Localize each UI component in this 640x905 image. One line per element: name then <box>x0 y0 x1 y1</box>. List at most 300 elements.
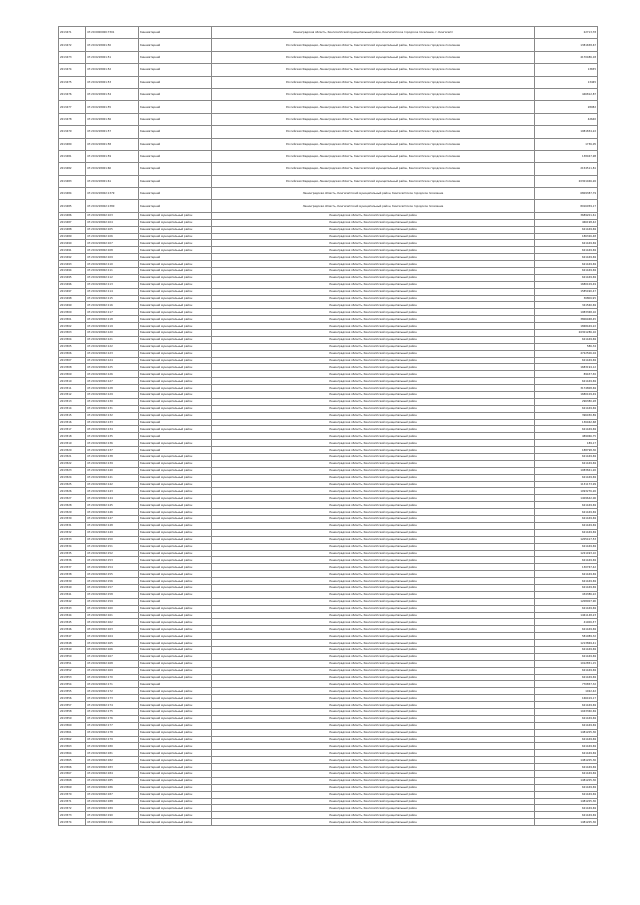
cell-address: Ленинградская область, Кингисеппский муниципальный район <box>212 736 535 743</box>
cell-number: 2013508 <box>59 364 86 371</box>
cell-number: 2013499 <box>59 302 86 309</box>
table-row <box>59 805 598 812</box>
cell-number: 2013568 <box>59 777 86 784</box>
cell-number: 2013534 <box>59 543 86 550</box>
table-row <box>59 288 598 295</box>
cell-number: 2013492 <box>59 254 86 261</box>
table-row <box>59 357 598 364</box>
cell-sum: 1205417,53 <box>535 536 598 543</box>
cell-cadastral: 47:20:0218002:154 <box>86 564 139 571</box>
cell-sum: 621449,69 <box>535 605 598 612</box>
table-row <box>59 591 598 598</box>
cell-number: 2013541 <box>59 591 86 598</box>
cell-sum: 621449,69 <box>535 557 598 564</box>
cell-sum: 621449,69 <box>535 646 598 653</box>
cell-kind: Кинематерний муниципальный район <box>139 571 212 578</box>
table-row <box>59 350 598 357</box>
table-row <box>59 274 598 281</box>
cell-cadastral: 47:20:0218002:182 <box>86 757 139 764</box>
cell-kind: Кинематерний муниципальный район <box>139 695 212 702</box>
cell-kind: Кинематерний муниципальный район <box>139 660 212 667</box>
cell-kind: Кинематерний <box>139 598 212 605</box>
cell-sum: 138047,98 <box>535 150 598 162</box>
cell-cadastral: 47:20:0218001:52 <box>86 64 139 76</box>
cell-sum: 1680109,49 <box>535 392 598 399</box>
table-row <box>59 736 598 743</box>
cell-sum: 621449,69 <box>535 667 598 674</box>
cell-cadastral: 47:20:0218002:164 <box>86 633 139 640</box>
cell-address: Ленинградская область, Кингисеппский муниципальный район <box>212 309 535 316</box>
cell-address: Ленинградская область, Кингисеппский муниципальный район <box>212 398 535 405</box>
cell-number: 2013554 <box>59 681 86 688</box>
table-row <box>59 76 598 88</box>
table-row <box>59 138 598 150</box>
cell-cadastral: 47:20:0218002:117 <box>86 309 139 316</box>
cell-cadastral: 47:20:0218001:59 <box>86 150 139 162</box>
cell-cadastral: 47:20:0218002:111 <box>86 267 139 274</box>
table-row <box>59 743 598 750</box>
cell-number: 2013535 <box>59 550 86 557</box>
cell-address: Ленинградская область, Кингисеппский муниципальный район <box>212 695 535 702</box>
cell-cadastral: 47:20:0218002:162 <box>86 619 139 626</box>
cell-number: 2013488 <box>59 226 86 233</box>
table-row <box>59 681 598 688</box>
cell-cadastral: 47:20:0218002:191 <box>86 819 139 826</box>
cell-address: Ленинградская область, Кингисеппский муниципальный район <box>212 323 535 330</box>
cell-kind: Кинематерний муниципальный район <box>139 502 212 509</box>
cell-address: Ленинградская область, Кингисеппский муниципальный район <box>212 412 535 419</box>
cell-address: Ленинградская область, Кингисеппский муниципальный район <box>212 405 535 412</box>
cell-number: 2013494 <box>59 267 86 274</box>
cell-kind: Кинематерний муниципальный район <box>139 729 212 736</box>
cell-kind: Кинематерний муниципальный район <box>139 708 212 715</box>
cell-sum: 41926,37 <box>535 619 598 626</box>
cell-address: Ленинградская область, Кингисеппский муниципальный район, Кингисеппское городское поселение, г. Кингисепп <box>212 27 535 39</box>
cell-kind: Кинематерний муниципальный район <box>139 226 212 233</box>
table-row <box>59 729 598 736</box>
cell-number: 2013504 <box>59 336 86 343</box>
table-row <box>59 51 598 63</box>
cell-number: 2013503 <box>59 330 86 337</box>
cell-address: Ленинградская область, Кингисеппский муниципальный район <box>212 633 535 640</box>
cell-address: Российская Федерация, Ленинградская область, Кингисеппский муниципальный район, Кингисеппское городское поселение <box>212 126 535 138</box>
cell-number: 2013558 <box>59 708 86 715</box>
cell-cadastral: 47:20:0218002:172 <box>86 688 139 695</box>
cell-kind: Кинематерний муниципальный район <box>139 392 212 399</box>
cell-number: 2013507 <box>59 357 86 364</box>
table-row <box>59 771 598 778</box>
cell-kind: Кинематерний муниципальный район <box>139 454 212 461</box>
cell-cadastral: 47:20:0218002:179 <box>86 736 139 743</box>
cell-address: Российская Федерация, Ленинградская область, Кингисеппский муниципальный район, Кингисеппское городское поселение <box>212 138 535 150</box>
cell-address: Российская Федерация, Ленинградская область, Кингисеппский муниципальный район, Кингисеппское городское поселение <box>212 113 535 125</box>
cell-address: Ленинградская область, Кингисеппский муниципальный район <box>212 240 535 247</box>
cell-sum: 621449,69 <box>535 240 598 247</box>
cell-kind: Кинематерний муниципальный район <box>139 240 212 247</box>
cell-address: Ленинградская область, Кингисеппский муниципальный район <box>212 488 535 495</box>
table-row <box>59 309 598 316</box>
cell-cadastral: 47:20:0218002:146 <box>86 509 139 516</box>
cell-sum: 1131173,99 <box>535 481 598 488</box>
cell-sum: 22713,78 <box>535 27 598 39</box>
cell-cadastral: 47:20:0000000:7301 <box>86 27 139 39</box>
cell-cadastral: 47:20:0218002:127 <box>86 378 139 385</box>
cell-kind: Кинематерний муниципальный район <box>139 412 212 419</box>
cell-sum: 770857,32 <box>535 681 598 688</box>
cell-address: Ленинградская область, Кингисеппский муниципальный район <box>212 295 535 302</box>
cell-number: 2013544 <box>59 612 86 619</box>
cell-address: Ленинградская область, Кингисеппский муниципальный район <box>212 729 535 736</box>
cell-number: 2013559 <box>59 715 86 722</box>
cell-cadastral: 47:20:0218002:155 <box>86 571 139 578</box>
cell-sum: 1208007,90 <box>535 598 598 605</box>
table-row <box>59 688 598 695</box>
cell-address: Российская Федерация, Ленинградская область, Кингисеппский муниципальный район, Кингисеппское городское поселение <box>212 163 535 175</box>
cell-kind: Кинематерний муниципальный район <box>139 405 212 412</box>
cell-address: Ленинградская область, Кингисеппский муниципальный район <box>212 357 535 364</box>
table-row <box>59 495 598 502</box>
cell-number: 2013505 <box>59 343 86 350</box>
cell-sum: 4722506,04 <box>535 350 598 357</box>
cell-address: Российская Федерация, Ленинградская область, Кингисеппский муниципальный район, Кингисеппское городское поселение <box>212 88 535 100</box>
cell-sum: 130767,42 <box>535 564 598 571</box>
table-row <box>59 398 598 405</box>
cell-kind: Кинематерний <box>139 175 212 187</box>
cell-address: Ленинградская область, Кингисеппский муниципальный район <box>212 743 535 750</box>
cell-address: Ленинградская область, Кингисеппский муниципальный район <box>212 771 535 778</box>
table-row <box>59 695 598 702</box>
cell-kind: Кинематерний муниципальный район <box>139 385 212 392</box>
cell-address: Ленинградская область, Кингисеппский муниципальный район <box>212 233 535 240</box>
table-row <box>59 419 598 426</box>
cell-number: 2013490 <box>59 240 86 247</box>
cell-number: 2013481 <box>59 150 86 162</box>
cell-kind: Кинематерний муниципальный район <box>139 619 212 626</box>
table-row <box>59 219 598 226</box>
cell-address: Ленинградская область, Кингисеппский муниципальный район <box>212 591 535 598</box>
cell-sum: 1381658,67 <box>535 39 598 51</box>
cell-number: 2013524 <box>59 474 86 481</box>
table-row <box>59 233 598 240</box>
cell-address: Ленинградская область, Кингисеппский муниципальный район <box>212 660 535 667</box>
cell-number: 2013513 <box>59 398 86 405</box>
cell-address: Ленинградская область, Кингисеппский муниципальный район <box>212 536 535 543</box>
cell-sum: 1481205,36 <box>535 798 598 805</box>
table-row <box>59 302 598 309</box>
table-row <box>59 819 598 826</box>
cell-number: 2013560 <box>59 722 86 729</box>
cell-cadastral: 47:20:0218002:120 <box>86 330 139 337</box>
table-row <box>59 188 598 200</box>
cell-cadastral: 47:20:0218002:121 <box>86 336 139 343</box>
table-row <box>59 330 598 337</box>
cell-cadastral: 47:20:0218002:132 <box>86 412 139 419</box>
cell-sum: 621449,69 <box>535 812 598 819</box>
cell-kind: Кинематерний муниципальный район <box>139 219 212 226</box>
cell-number: 2013556 <box>59 695 86 702</box>
cell-address: Ленинградская область, Кингисеппский муниципальный район <box>212 343 535 350</box>
cell-number: 2013489 <box>59 233 86 240</box>
cell-cadastral: 47:20:0218002:177 <box>86 722 139 729</box>
cell-kind: Кинематерний <box>139 64 212 76</box>
cell-sum: 13465 <box>535 76 598 88</box>
cell-sum: 26301286,16 <box>535 330 598 337</box>
cell-number: 2013525 <box>59 481 86 488</box>
cell-number: 2013547 <box>59 633 86 640</box>
cell-address: Ленинградская область, Кингисеппский муниципальный район <box>212 646 535 653</box>
table-row <box>59 247 598 254</box>
cell-cadastral: 47:20:0218002:110 <box>86 261 139 268</box>
cell-sum: 6809387,79 <box>535 188 598 200</box>
cell-cadastral: 47:20:0218002:141 <box>86 474 139 481</box>
cell-number: 2013538 <box>59 571 86 578</box>
cell-number: 2013487 <box>59 219 86 226</box>
table-row <box>59 764 598 771</box>
cell-address: Ленинградская область, Кингисеппский муниципальный район <box>212 516 535 523</box>
table-row <box>59 267 598 274</box>
cell-number: 2013474 <box>59 64 86 76</box>
cell-cadastral: 47:20:0218002:168 <box>86 660 139 667</box>
cell-cadastral: 47:20:0218002:143 <box>86 488 139 495</box>
table-row <box>59 101 598 113</box>
cell-cadastral: 47:20:0218002:185 <box>86 777 139 784</box>
cell-number: 2013548 <box>59 640 86 647</box>
registry-table <box>58 26 598 826</box>
cell-number: 2013518 <box>59 433 86 440</box>
cell-kind: Кинематерний <box>139 88 212 100</box>
cell-cadastral: 47:20:0218001:61 <box>86 175 139 187</box>
table-row <box>59 660 598 667</box>
cell-cadastral: 47:20:0218002:161 <box>86 612 139 619</box>
table-row <box>59 509 598 516</box>
cell-address: Ленинградская область, Кингисеппский муниципальный район <box>212 336 535 343</box>
cell-sum: 1461148,23 <box>535 612 598 619</box>
cell-kind: Кинематерний <box>139 76 212 88</box>
cell-cadastral: 47:20:0218002:134 <box>86 426 139 433</box>
cell-number: 2013528 <box>59 502 86 509</box>
cell-address: Ленинградская область, Кингисеппский муниципальный район <box>212 495 535 502</box>
cell-number: 2013512 <box>59 392 86 399</box>
cell-address: Ленинградская область, Кингисеппский муниципальный район, Кингисеппское городское поселение <box>212 200 535 212</box>
table-row <box>59 536 598 543</box>
cell-kind: Кинематерний муниципальный район <box>139 633 212 640</box>
cell-number: 2013543 <box>59 605 86 612</box>
table-row <box>59 640 598 647</box>
cell-number: 2013563 <box>59 743 86 750</box>
cell-number: 2013551 <box>59 660 86 667</box>
cell-cadastral: 47:20:0218001:55 <box>86 101 139 113</box>
table-row <box>59 791 598 798</box>
cell-number: 2013475 <box>59 76 86 88</box>
table-row <box>59 323 598 330</box>
cell-sum: 3174808,69 <box>535 385 598 392</box>
cell-sum: 1481205,36 <box>535 777 598 784</box>
cell-address: Ленинградская область, Кингисеппский муниципальный район <box>212 722 535 729</box>
cell-number: 2013493 <box>59 261 86 268</box>
cell-address: Ленинградская область, Кингисеппский муниципальный район <box>212 708 535 715</box>
cell-sum: 1213869,41 <box>535 640 598 647</box>
cell-number: 2013539 <box>59 578 86 585</box>
table-row <box>59 502 598 509</box>
cell-kind: Кинематерний муниципальный район <box>139 640 212 647</box>
cell-number: 2013564 <box>59 750 86 757</box>
cell-sum: 1983368,16 <box>535 309 598 316</box>
cell-kind: Кинематерний муниципальный район <box>139 281 212 288</box>
cell-sum: 1981834,22 <box>535 126 598 138</box>
cell-kind: Кинематерний муниципальный район <box>139 764 212 771</box>
cell-kind: Кинематерний муниципальный район <box>139 267 212 274</box>
cell-address: Ленинградская область, Кингисеппский муниципальный район <box>212 247 535 254</box>
cell-sum: 1012851,15 <box>535 660 598 667</box>
cell-cadastral: 47:20:0218002:187 <box>86 791 139 798</box>
cell-sum: 186326,48 <box>535 233 598 240</box>
table-row <box>59 488 598 495</box>
cell-address: Ленинградская область, Кингисеппский муниципальный район <box>212 467 535 474</box>
cell-number: 2013567 <box>59 771 86 778</box>
cell-number: 2013550 <box>59 653 86 660</box>
cell-cadastral: 47:20:0218002:157 <box>86 584 139 591</box>
cell-kind: Кинематерний муниципальный район <box>139 536 212 543</box>
cell-number: 2013561 <box>59 729 86 736</box>
cell-kind: Кинематерний муниципальный район <box>139 819 212 826</box>
cell-kind: Кинематерний муниципальный район <box>139 247 212 254</box>
cell-address: Ленинградская область, Кингисеппский муниципальный район <box>212 226 535 233</box>
table-row <box>59 254 598 261</box>
cell-cadastral: 47:20:0218002:137 <box>86 447 139 454</box>
table-row <box>59 481 598 488</box>
cell-address: Ленинградская область, Кингисеппский муниципальный район <box>212 426 535 433</box>
cell-kind: Кинематерний муниципальный район <box>139 495 212 502</box>
cell-kind: Кинематерний муниципальный район <box>139 509 212 516</box>
table-row <box>59 385 598 392</box>
table-row <box>59 757 598 764</box>
table-row <box>59 584 598 591</box>
cell-cadastral: 47:20:0218002:184 <box>86 771 139 778</box>
cell-kind: Кинематерний муниципальный район <box>139 378 212 385</box>
cell-number: 2013573 <box>59 812 86 819</box>
cell-address: Российская Федерация, Ленинградская область, Кингисеппский муниципальный район, Кингисеппское городское поселение <box>212 101 535 113</box>
cell-number: 2013570 <box>59 791 86 798</box>
cell-sum: 4170486,18 <box>535 51 598 63</box>
cell-cadastral: 47:20:0218002:116 <box>86 302 139 309</box>
cell-kind: Кинематерний муниципальный район <box>139 488 212 495</box>
cell-address: Ленинградская область, Кингисеппский муниципальный район <box>212 805 535 812</box>
cell-number: 2013502 <box>59 323 86 330</box>
cell-address: Ленинградская область, Кингисеппский муниципальный район <box>212 219 535 226</box>
table-row <box>59 619 598 626</box>
cell-address: Ленинградская область, Кингисеппский муниципальный район <box>212 564 535 571</box>
table-row <box>59 777 598 784</box>
cell-cadastral: 47:20:0218002:153 <box>86 557 139 564</box>
cell-sum: 621449,69 <box>535 247 598 254</box>
cell-address: Ленинградская область, Кингисеппский муниципальный район <box>212 474 535 481</box>
cell-sum: 621449,69 <box>535 502 598 509</box>
table-row <box>59 64 598 76</box>
cell-sum: 446812,87 <box>535 88 598 100</box>
cell-kind: Кинематерний муниципальный район <box>139 812 212 819</box>
cell-address: Ленинградская область, Кингисеппский муниципальный район <box>212 557 535 564</box>
cell-sum: 20301046,26 <box>535 175 598 187</box>
cell-cadastral: 47:20:0218002:180 <box>86 743 139 750</box>
cell-kind: Кинематерний муниципальный район <box>139 529 212 536</box>
cell-kind: Кинематерний <box>139 163 212 175</box>
cell-address: Российская Федерация, Ленинградская область, Кингисеппский муниципальный район, Кингисеппское городское поселение <box>212 175 535 187</box>
cell-kind: Кинематерний муниципальный район <box>139 777 212 784</box>
table-row <box>59 598 598 605</box>
cell-kind: Кинематерний муниципальный район <box>139 212 212 219</box>
cell-cadastral: 47:20:0218002:109 <box>86 254 139 261</box>
cell-address: Ленинградская область, Кингисеппский муниципальный район <box>212 757 535 764</box>
cell-address: Ленинградская область, Кингисеппский муниципальный район <box>212 378 535 385</box>
cell-address: Ленинградская область, Кингисеппский муниципальный район <box>212 385 535 392</box>
cell-cadastral: 47:20:0218002:178 <box>86 729 139 736</box>
cell-number: 2013562 <box>59 736 86 743</box>
cell-kind: Кинематерний <box>139 126 212 138</box>
cell-kind: Кинематерний муниципальный район <box>139 467 212 474</box>
cell-kind: Кинематерний <box>139 150 212 162</box>
cell-address: Ленинградская область, Кингисеппский муниципальный район <box>212 784 535 791</box>
cell-address: Ленинградская область, Кингисеппский муниципальный район <box>212 798 535 805</box>
cell-cadastral: 47:20:0218002:133 <box>86 419 139 426</box>
cell-cadastral: 47:20:0218002:105 <box>86 226 139 233</box>
cell-number: 2013552 <box>59 667 86 674</box>
table-row <box>59 364 598 371</box>
cell-cadastral: 47:20:0218002:119 <box>86 323 139 330</box>
cell-number: 2013473 <box>59 51 86 63</box>
cell-number: 2013546 <box>59 626 86 633</box>
cell-sum: 621449,69 <box>535 743 598 750</box>
cell-cadastral: 47:20:0218002:175 <box>86 708 139 715</box>
table-row <box>59 240 598 247</box>
cell-number: 2013572 <box>59 805 86 812</box>
cell-sum: 42640 <box>535 113 598 125</box>
cell-sum: 621449,69 <box>535 702 598 709</box>
cell-number: 2013571 <box>59 798 86 805</box>
cell-sum: 621449,69 <box>535 715 598 722</box>
cell-kind: Кинематерний муниципальный район <box>139 722 212 729</box>
cell-address: Ленинградская область, Кингисеппский муниципальный район <box>212 791 535 798</box>
cell-cadastral: 47:20:0218002:165 <box>86 640 139 647</box>
cell-number: 2013521 <box>59 454 86 461</box>
cell-sum: 188798,36 <box>535 447 598 454</box>
cell-kind: Кинематерний муниципальный район <box>139 336 212 343</box>
cell-sum: 621449,69 <box>535 405 598 412</box>
cell-cadastral: 47:20:0218002:190 <box>86 812 139 819</box>
cell-number: 2013477 <box>59 101 86 113</box>
cell-kind: Кинематерний муниципальный район <box>139 591 212 598</box>
cell-kind: Кинематерний муниципальный район <box>139 605 212 612</box>
cell-address: Ленинградская область, Кингисеппский муниципальный район <box>212 812 535 819</box>
cell-address: Ленинградская область, Кингисеппский муниципальный район <box>212 288 535 295</box>
cell-cadastral: 47:20:0218002:126 <box>86 371 139 378</box>
cell-kind: Кинематерний <box>139 51 212 63</box>
cell-number: 2013522 <box>59 460 86 467</box>
cell-number: 2013478 <box>59 113 86 125</box>
cell-cadastral: 47:20:0218002:108 <box>86 247 139 254</box>
cell-kind: Кинематерний муниципальный район <box>139 343 212 350</box>
cell-number: 2013527 <box>59 495 86 502</box>
cell-kind: Кинематерний <box>139 39 212 51</box>
table-row <box>59 708 598 715</box>
cell-sum: 1481205,36 <box>535 729 598 736</box>
table-row <box>59 113 598 125</box>
cell-number: 2013515 <box>59 412 86 419</box>
cell-kind: Кинематерний муниципальный район <box>139 646 212 653</box>
table-row <box>59 798 598 805</box>
cell-kind: Кинематерний <box>139 447 212 454</box>
cell-cadastral: 47:20:0218001:58 <box>86 138 139 150</box>
cell-sum: 1680109,49 <box>535 281 598 288</box>
